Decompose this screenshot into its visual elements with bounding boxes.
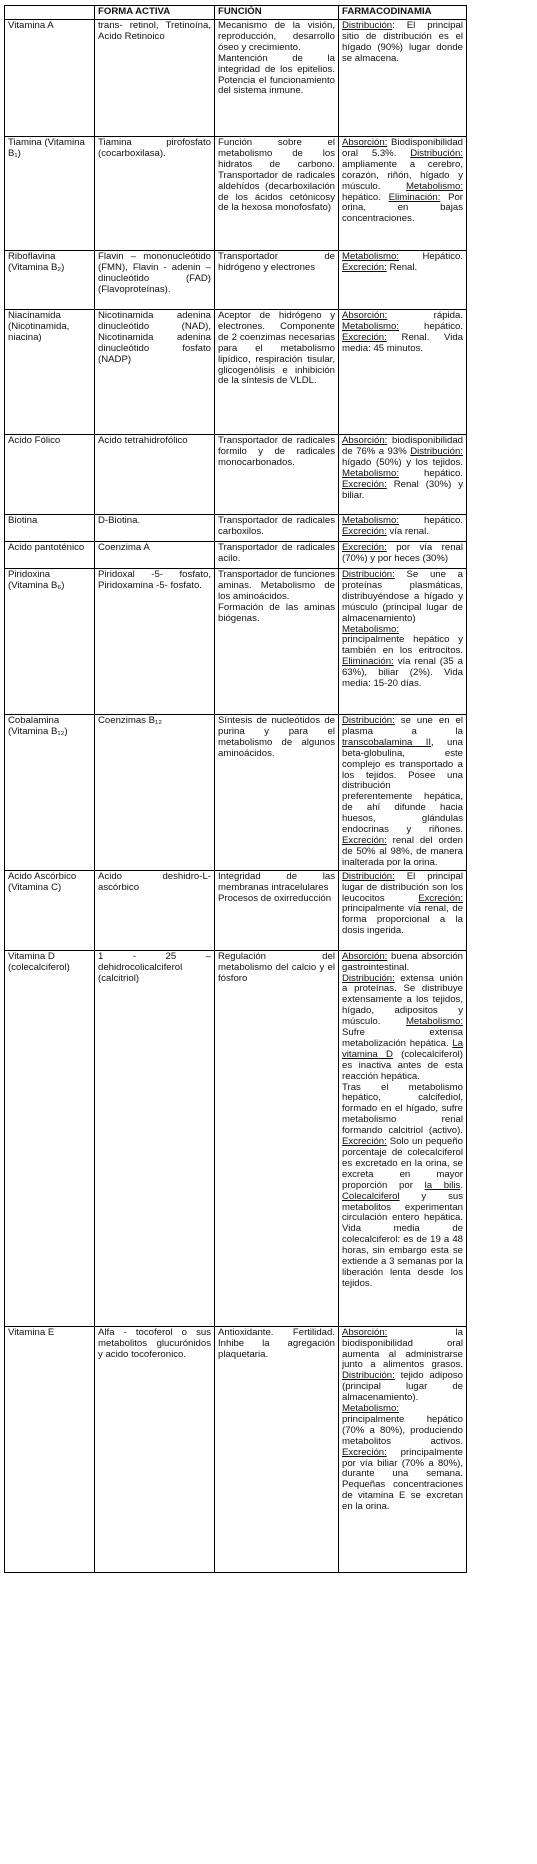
farmacodinamia-cell	[339, 251, 467, 310]
section-label: Excreción:	[342, 542, 387, 553]
section-text: Renal.	[386, 261, 418, 273]
section-label: Metabolismo:	[342, 467, 400, 479]
farmacodinamia-cell	[339, 1326, 467, 1572]
section-label: Excreción:	[342, 1446, 387, 1458]
funcion-paragraph: Mantención de la integridad de los epitelios. Potencia el funcionamiento del sistema inmune.	[218, 52, 335, 97]
section-label: Metabolismo:	[342, 251, 400, 262]
section-text: vía renal.	[386, 525, 429, 537]
section-text: , una beta-globulina, este complejo es transportado a los tejidos. Posee una distribución preferentemente hepática, de ahí difunde hacia huesos, glándulas endocrinas y riñones.	[342, 736, 464, 836]
table-row	[5, 251, 467, 310]
farmacodinamia-paragraph	[342, 952, 463, 974]
section-text: biodisponibilidad de 76% a 93%	[342, 435, 463, 457]
section-text: El principal lugar de distribución son los leucocitos	[342, 870, 463, 904]
section-label: Distribución:	[342, 569, 395, 580]
section-label: Absorción:	[342, 310, 388, 321]
section-label: Metabolismo:	[405, 1016, 463, 1028]
forma-activa-cell: Flavin – mononucleótido (FMN), Flavin - adenin – dinucleótido (FAD) (Flavoproteínas).	[95, 251, 215, 310]
farmacodinamia-cell	[339, 20, 467, 137]
funcion-cell	[215, 435, 339, 515]
farmacodinamia-paragraph	[342, 1328, 463, 1513]
section-text: hígado (50%) y los tejidos.	[342, 456, 463, 468]
section-text: Renal. Vida media: 45 minutos.	[342, 331, 463, 354]
farmacodinamia-paragraph	[342, 974, 463, 1083]
section-text: .	[460, 1179, 463, 1191]
farmacodinamia-cell	[339, 137, 467, 251]
farmacodinamia-cell	[339, 435, 467, 515]
section-label: Excreción:	[342, 525, 387, 537]
table-body	[5, 20, 467, 1573]
vitamins-table	[4, 5, 467, 1573]
section-label: Metabolismo:	[342, 623, 400, 635]
section-label: Excreción:	[342, 834, 387, 846]
vitamin-name-cell: Acido Fólico	[5, 435, 95, 515]
funcion-paragraph: Integridad de las membranas intracelulares	[218, 870, 335, 893]
farmacodinamia-cell	[339, 310, 467, 435]
vitamin-name-cell: Cobalamina (Vitamina B₁₂)	[5, 715, 95, 871]
section-text: rápida.	[387, 310, 463, 321]
vitamin-name-cell: Acido pantoténico	[5, 542, 95, 569]
funcion-paragraph: Transportador de hidrógeno y electrones	[218, 251, 335, 273]
farmacodinamia-paragraph	[342, 311, 463, 355]
section-text: principalmente hepático y también en los eritrocitos.	[342, 634, 463, 657]
section-text: renal del orden de 50% al 98%, de manera inalterada por la orina.	[342, 834, 463, 868]
section-label: Eliminación:	[342, 656, 394, 668]
section-label: Metabolismo:	[405, 180, 463, 192]
table-row	[5, 137, 467, 251]
funcion-paragraph: Función sobre el metabolismo de los hidratos de carbono. Transportador de radicales aldehídos (decarboxilación de los ácidos cetónicosy de la hexosa monofosfato)	[218, 137, 335, 214]
farmacodinamia-cell	[339, 715, 467, 871]
table-row	[5, 515, 467, 542]
section-label: La vitamina D	[342, 1037, 463, 1060]
section-label: Excreción:	[342, 331, 387, 343]
farmacodinamia-cell	[339, 542, 467, 569]
section-text: Renal (30%) y biliar.	[342, 478, 463, 501]
section-label: Distribución:	[410, 445, 463, 457]
section-label: Absorción:	[342, 137, 388, 148]
section-label: Absorción:	[342, 1326, 388, 1338]
section-text: buena absorción gastrointestinal.	[342, 950, 463, 973]
section-text: Hepático.	[399, 251, 463, 262]
funcion-cell	[215, 20, 339, 137]
section-text: principalmente por vía biliar (70% a 80%), durante una semana. Pequeñas concentraciones de vitamina E se excretan en la orina.	[342, 1446, 463, 1513]
funcion-paragraph: Transportador de radicales acilo.	[218, 542, 335, 564]
section-text: y sus metabolitos experimentan circulación entero hepática. Vida media de colecalciferol: es de 19 a 48 horas, sin embargo esta se extiende a 3 semanas por la liberación lenta desde los tejidos.	[342, 1190, 463, 1289]
section-text: se une en el plasma a la	[342, 715, 463, 737]
section-label: Excreción:	[342, 1136, 387, 1148]
funcion-cell	[215, 870, 339, 950]
table-header-row	[5, 6, 467, 20]
section-label: Eliminación:	[388, 191, 441, 203]
farmacodinamia-paragraph	[342, 716, 463, 869]
forma-activa-cell: 1 - 25 – dehidrocolicalciferol (calcitriol)	[95, 950, 215, 1326]
section-label: Absorción:	[342, 950, 388, 962]
section-text: extensa unión a proteínas. Se distribuye extensamente a los tejidos, hígado, adipositos y músculo.	[342, 972, 463, 1028]
forma-activa-cell: Acido deshidro-L-ascórbico	[95, 870, 215, 950]
farmacodinamia-paragraph	[342, 543, 463, 565]
vitamin-name-cell: Biotina	[5, 515, 95, 542]
section-label: Absorción:	[342, 435, 388, 446]
forma-activa-cell: Nicotinamida adenina dinucleótido (NAD), Nicotinamida adenina dinucleótido fosfato (NADP)	[95, 310, 215, 435]
section-label: Distribución:	[342, 870, 395, 882]
section-label: Excreción:	[418, 892, 463, 904]
section-text: Por orina, en bajas concentraciones.	[342, 191, 463, 225]
section-text: por vía renal (70%) y por heces (30%)	[342, 542, 463, 564]
funcion-paragraph: Transportador de funciones aminas. Metabolismo de los aminoácidos.	[218, 569, 335, 602]
section-text: principalmente vía renal, de forma proporcional a la dosis ingerida.	[342, 903, 463, 937]
vitamin-name-cell: Vitamina E	[5, 1326, 95, 1572]
header-farmacodinamia: FARMACODINAMIA	[339, 6, 467, 20]
section-label: Distribución:	[410, 147, 463, 159]
farmacodinamia-cell	[339, 950, 467, 1326]
section-text: vía renal (35 a 63%), biliar (2%). Vida media: 15-20 días.	[342, 656, 463, 690]
table-row	[5, 870, 467, 950]
header-vitamina	[5, 6, 95, 20]
funcion-paragraph: Mecanismo de la visión, reproducción, desarrollo óseo y crecimiento.	[218, 20, 335, 53]
funcion-paragraph: Transportador de radicales carboxilos.	[218, 515, 335, 537]
section-label: Distribución	[342, 20, 393, 31]
header-funcion: FUNCIÓN	[215, 6, 339, 20]
farmacodinamia-paragraph	[342, 436, 463, 501]
funcion-cell	[215, 310, 339, 435]
funcion-paragraph: Síntesis de nucleótidos de purina y para el metabolismo de algunos aminoácidos.	[218, 715, 335, 759]
funcion-cell	[215, 137, 339, 251]
section-text: tejido adiposo (principal lugar de almacenamiento).	[342, 1370, 463, 1404]
table-row	[5, 435, 467, 515]
farmacodinamia-paragraph	[342, 516, 463, 538]
vitamin-name-cell: Riboflavina (Vitamina B₂)	[5, 251, 95, 310]
section-label: Metabolismo:	[342, 1403, 400, 1415]
funcion-paragraph: Regulación del metabolismo del calcio y el fósforo	[218, 950, 335, 984]
forma-activa-cell: Piridoxal -5- fosfato, Piridoxamina -5- fosfato.	[95, 569, 215, 715]
section-text: hepático.	[399, 515, 463, 526]
table-row	[5, 569, 467, 715]
forma-activa-cell: Alfa - tocoferol o sus metabolitos glucurónidos y acido tocoferonico.	[95, 1326, 215, 1572]
funcion-cell	[215, 715, 339, 871]
funcion-paragraph: Antioxidante. Fertilidad. Inhibe la agregación plaquetaria.	[218, 1326, 335, 1360]
section-label: la bilis	[424, 1179, 461, 1191]
forma-activa-cell: Coenzima A	[95, 542, 215, 569]
section-text: Sufre extensa metabolización hepática.	[342, 1027, 463, 1049]
funcion-cell	[215, 251, 339, 310]
header-forma-activa: FORMA ACTIVA	[95, 6, 215, 20]
section-text: Se une a proteínas plasmáticas, distribuyéndose a hígado y músculo (principal lugar de almacenamiento)	[342, 569, 463, 624]
vitamin-name-cell: Niacinamida (Nicotinamida, niacina)	[5, 310, 95, 435]
forma-activa-cell: D-Biotina.	[95, 515, 215, 542]
section-label: Metabolismo:	[342, 515, 400, 526]
farmacodinamia-paragraph	[342, 1083, 463, 1290]
funcion-paragraph: Aceptor de hidrógeno y electrones. Componente de 2 coenzimas necesarias para el metabolismo lipídico, respiración tisular, glicogenólisis e inhibición de la síntesis de VLDL.	[218, 310, 335, 387]
forma-activa-cell: trans- retinol, Tretinoína, Acido Retinoico	[95, 20, 215, 137]
section-text: ampliamente a cerebro, corazón, riñón, hígado y músculo.	[342, 158, 463, 192]
section-label: Excreción:	[342, 478, 387, 490]
funcion-cell	[215, 542, 339, 569]
forma-activa-cell: Tiamina pirofosfato (cocarboxilasa).	[95, 137, 215, 251]
table-row	[5, 1326, 467, 1572]
section-label: Colecalciferol	[342, 1190, 400, 1202]
funcion-paragraph: Procesos de oxirreducción	[218, 892, 332, 904]
section-text: hepático.	[399, 467, 463, 479]
table-row	[5, 950, 467, 1326]
farmacodinamia-paragraph	[342, 21, 463, 65]
forma-activa-cell: Acido tetrahidrofólico	[95, 435, 215, 515]
section-label: Excreción:	[342, 261, 387, 273]
vitamin-name-cell: Tiamina (Vitamina B₁)	[5, 137, 95, 251]
vitamin-name-cell: Acido Ascórbico (Vitamina C)	[5, 870, 95, 950]
funcion-cell	[215, 515, 339, 542]
section-text: (colecalciferol) es inactiva antes de esta reacción hepática.	[342, 1048, 463, 1082]
farmacodinamia-cell	[339, 515, 467, 542]
table-row	[5, 310, 467, 435]
farmacodinamia-cell	[339, 870, 467, 950]
farmacodinamia-paragraph	[342, 138, 463, 225]
section-label: Distribución:	[342, 715, 395, 726]
funcion-cell	[215, 1326, 339, 1572]
funcion-cell	[215, 950, 339, 1326]
table-row	[5, 715, 467, 871]
section-text: Biodisponibilidad oral 5.3%.	[342, 137, 463, 159]
vitamin-name-cell: Vitamina A	[5, 20, 95, 137]
section-text: principalmente hepático (70% a 80%), produciendo metabolitos activos.	[342, 1413, 463, 1447]
farmacodinamia-paragraph	[342, 252, 463, 274]
funcion-paragraph: Transportador de radicales formilo y de radicales monocarbonados.	[218, 435, 335, 468]
section-label: Distribución:	[342, 1370, 395, 1382]
section-text: Tras el metabolismo hepático, calcifediol, formado en el hígado, sufre metabolismo renal formando calcitriol (activo).	[342, 1081, 463, 1137]
vitamin-name-cell: Piridoxina (Vitamina B₆)	[5, 569, 95, 715]
table-row	[5, 542, 467, 569]
section-label: Metabolismo:	[342, 320, 400, 332]
section-text: hepático.	[342, 191, 389, 203]
table-row	[5, 20, 467, 137]
funcion-paragraph: Formación de las aminas biógenas.	[218, 601, 335, 624]
forma-activa-cell: Coenzimas B₁₂	[95, 715, 215, 871]
section-label: Distribución:	[342, 972, 395, 984]
section-text: hepático.	[399, 320, 463, 332]
farmacodinamia-paragraph	[342, 570, 463, 690]
section-label: transcobalamina II	[342, 736, 432, 748]
section-text: la biodisponibilidad oral aumenta al administrarse junto a alimentos grasos.	[342, 1326, 463, 1371]
farmacodinamia-cell	[339, 569, 467, 715]
section-text: : El principal sitio de distribución es el hígado (90%) lugar donde se almacena.	[342, 20, 463, 64]
funcion-cell	[215, 569, 339, 715]
section-text: Solo un pequeño porcentaje de colecalciferol es excretado en la orina, se excreta en mayor proporción por	[342, 1136, 463, 1191]
vitamin-name-cell: Vitamina D (colecalciferol)	[5, 950, 95, 1326]
farmacodinamia-paragraph	[342, 872, 463, 937]
